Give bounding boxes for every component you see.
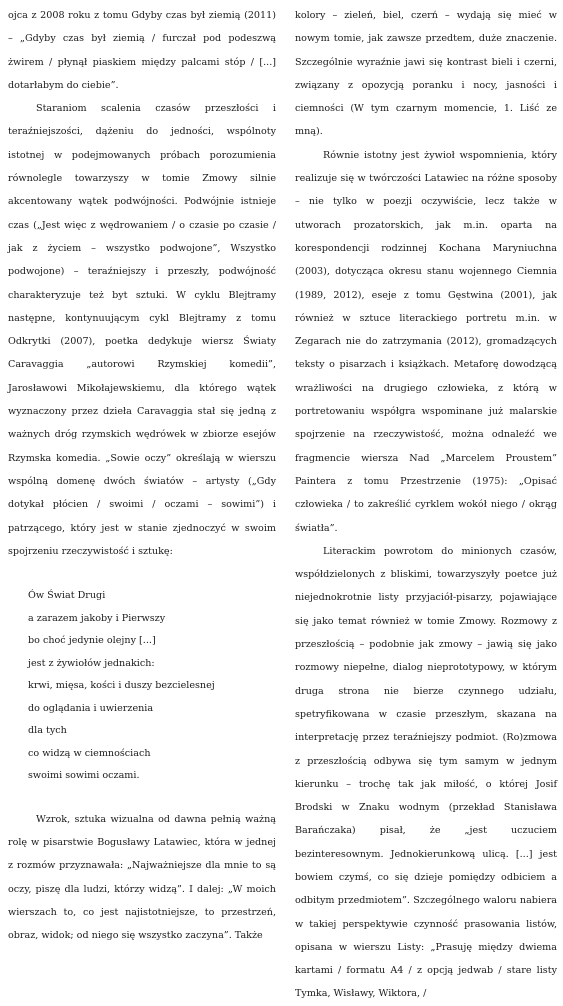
left-paragraph-continuation: ojca z 2008 roku z tomu Gdyby czas był ziemią (2011) – „Gdyby czas był ziemią / furczał pod podeszwą żwirem / płynął piaskiem między palcami stóp / [...] dotarłabym do ciebie”. (8, 10, 276, 91)
right-column (295, 4, 557, 1006)
poem-quote (28, 585, 276, 788)
left-column (8, 4, 276, 947)
poem-line: Ów Świat Drugi (28, 590, 106, 602)
poem-line: do oglądania i uwierzenia (28, 702, 154, 714)
poem-line: swoimi sowimi oczami. (28, 770, 140, 782)
poem-line: jest z żywiołów jednakich: (28, 657, 155, 669)
right-paragraph-memory: Równie istotny jest żywioł wspomnienia, który realizuje się w twórczości Latawiec na różne sposoby – nie tylko w poezji oczywiście, lecz także w utworach prozatorskich, jak m.in. oparta na korespondencji rodzinnej Kochana Maryniuchna (2003), dotycząca okresu stanu wojennego Ciemnia (1989, 2012), eseje z tomu Gęstwina (2001), jak również w sztuce literackiego portretu m.in. w Zegarach nie do zatrzymania (2012), gromadzących teksty o pisarzach i książkach. Metaforę dowodzącą wrażliwości na drugiego człowieka, z którą w portretowaniu współgra wspominane już malarskie spojrzenie na rzeczywistość, można odnaleźć we fragmencie wiersza Nad „Marcelem Proustem” Paintera z tomu Przestrzenie (1975): „Opisać człowieka / to zakreślić cyrklem wokół niego / okrąg światła”. (295, 149, 557, 534)
left-paragraph-doubling: Staraniom scalenia czasów przeszłości i teraźniejszości, dążeniu do jedności, wspólnoty istotnej w podejmowanych próbach porozumienia równolegle towarzyszy w tomie Zmowy silnie akcentowany wątek podwójności. Podwójnie istnieje czas („Jest więc z wędrowaniem / o czasie po czasie / jak z życiem – wszystko podwojone”, Wszystko podwojone) – teraźniejszy i przeszły, podwójność charakteryzuje też byt sztuki. W cyklu Blejtramy następne, kontynuującym cykl Blejtramy z tomu Odkrytki (2007), poetka dedykuje wiersz Światy Caravaggia „autorowi Rzymskiej komedii”, Jarosławowi Mikołajewskiemu, dla którego wątek wyznaczony przez dzieła Caravaggia stał się jedną z ważnych dróg rzymskich wędrówek w zbiorze esejów Rzymska komedia. „Sowie oczy” określają w wierszu wspólną domenę dwóch światów – artysty („Gdy dotykał płócien / swoimi / oczami – sowimi”) i patrzącego, który jest w stanie zjednoczyć w swoim spojrzeniu rzeczywistość i sztukę: (8, 103, 276, 557)
right-paragraph-letters: Literackim powrotom do minionych czasów, współdzielonych z bliskimi, towarzyszyły poetce już niejednokrotnie listy przyjaciół-pisarzy, pojawiające się jako temat również w tomie Zmowy. Rozmowy z przeszłością – podobnie jak zmowy – jawią się jako rozmowy niepełne, dialog nieprototypowy, w którym druga strona nie bierze czynnego udziału, spetryfikowana w czasie przeszłym, skazana na interpretację przez teraźniejszy podmiot. (Ro)zmowa z przeszłością odbywa się tym samym w jednym kierunku – trochę tak jak miłość, o której Josif Brodski w Znaku wodnym (przekład Stanisława Barańczaka) pisał, że „jest uczuciem bezinteresownym. Jednokierunkową ulicą. [...] jest bowiem czymś, co się dzieje pomiędzy odbiciem a odbitym przedmiotem”. Szczególnego waloru nabiera w takiej perspektywie czynność prasowania listów, opisana w wierszu Listy: „Prasuję między dwiema kartami / formatu A4 / z opcją jedwab / stare listy Tymka, Wisławy, Wiktora, / (295, 545, 557, 1000)
poem-line: bo choć jedynie olejny [...] (28, 635, 156, 647)
right-paragraph-colors: kolory – zieleń, biel, czerń – wydają się mieć w nowym tomie, jak zawsze przedtem, duże znaczenie. Szczególnie wyraźnie jawi się kontrast bieli i czerni, związany z opozycją poranku i nocy, jasności i ciemności (W tym czarnym momencie, 1. Liść ze mną). (295, 10, 557, 138)
poem-line: co widzą w ciemnościach (28, 747, 151, 759)
poem-line: a zarazem jakoby i Pierwszy (28, 612, 166, 624)
left-paragraph-vision: Wzrok, sztuka wizualna od dawna pełnią ważną rolę w pisarstwie Bogusławy Latawiec, która w jednej z rozmów przyznawała: „Najważniejsze dla mnie to są oczy, piszę dla ludzi, którzy widzą”. I dalej: „W moich wierszach to, co jest najistotniejsze, to przestrzeń, obraz, widok; od niego się wszystko zaczyna”. Także (8, 813, 276, 942)
poem-line: dla tych (28, 725, 67, 737)
poem-line: krwi, mięsa, kości i duszy bezcielesnej (28, 680, 215, 692)
